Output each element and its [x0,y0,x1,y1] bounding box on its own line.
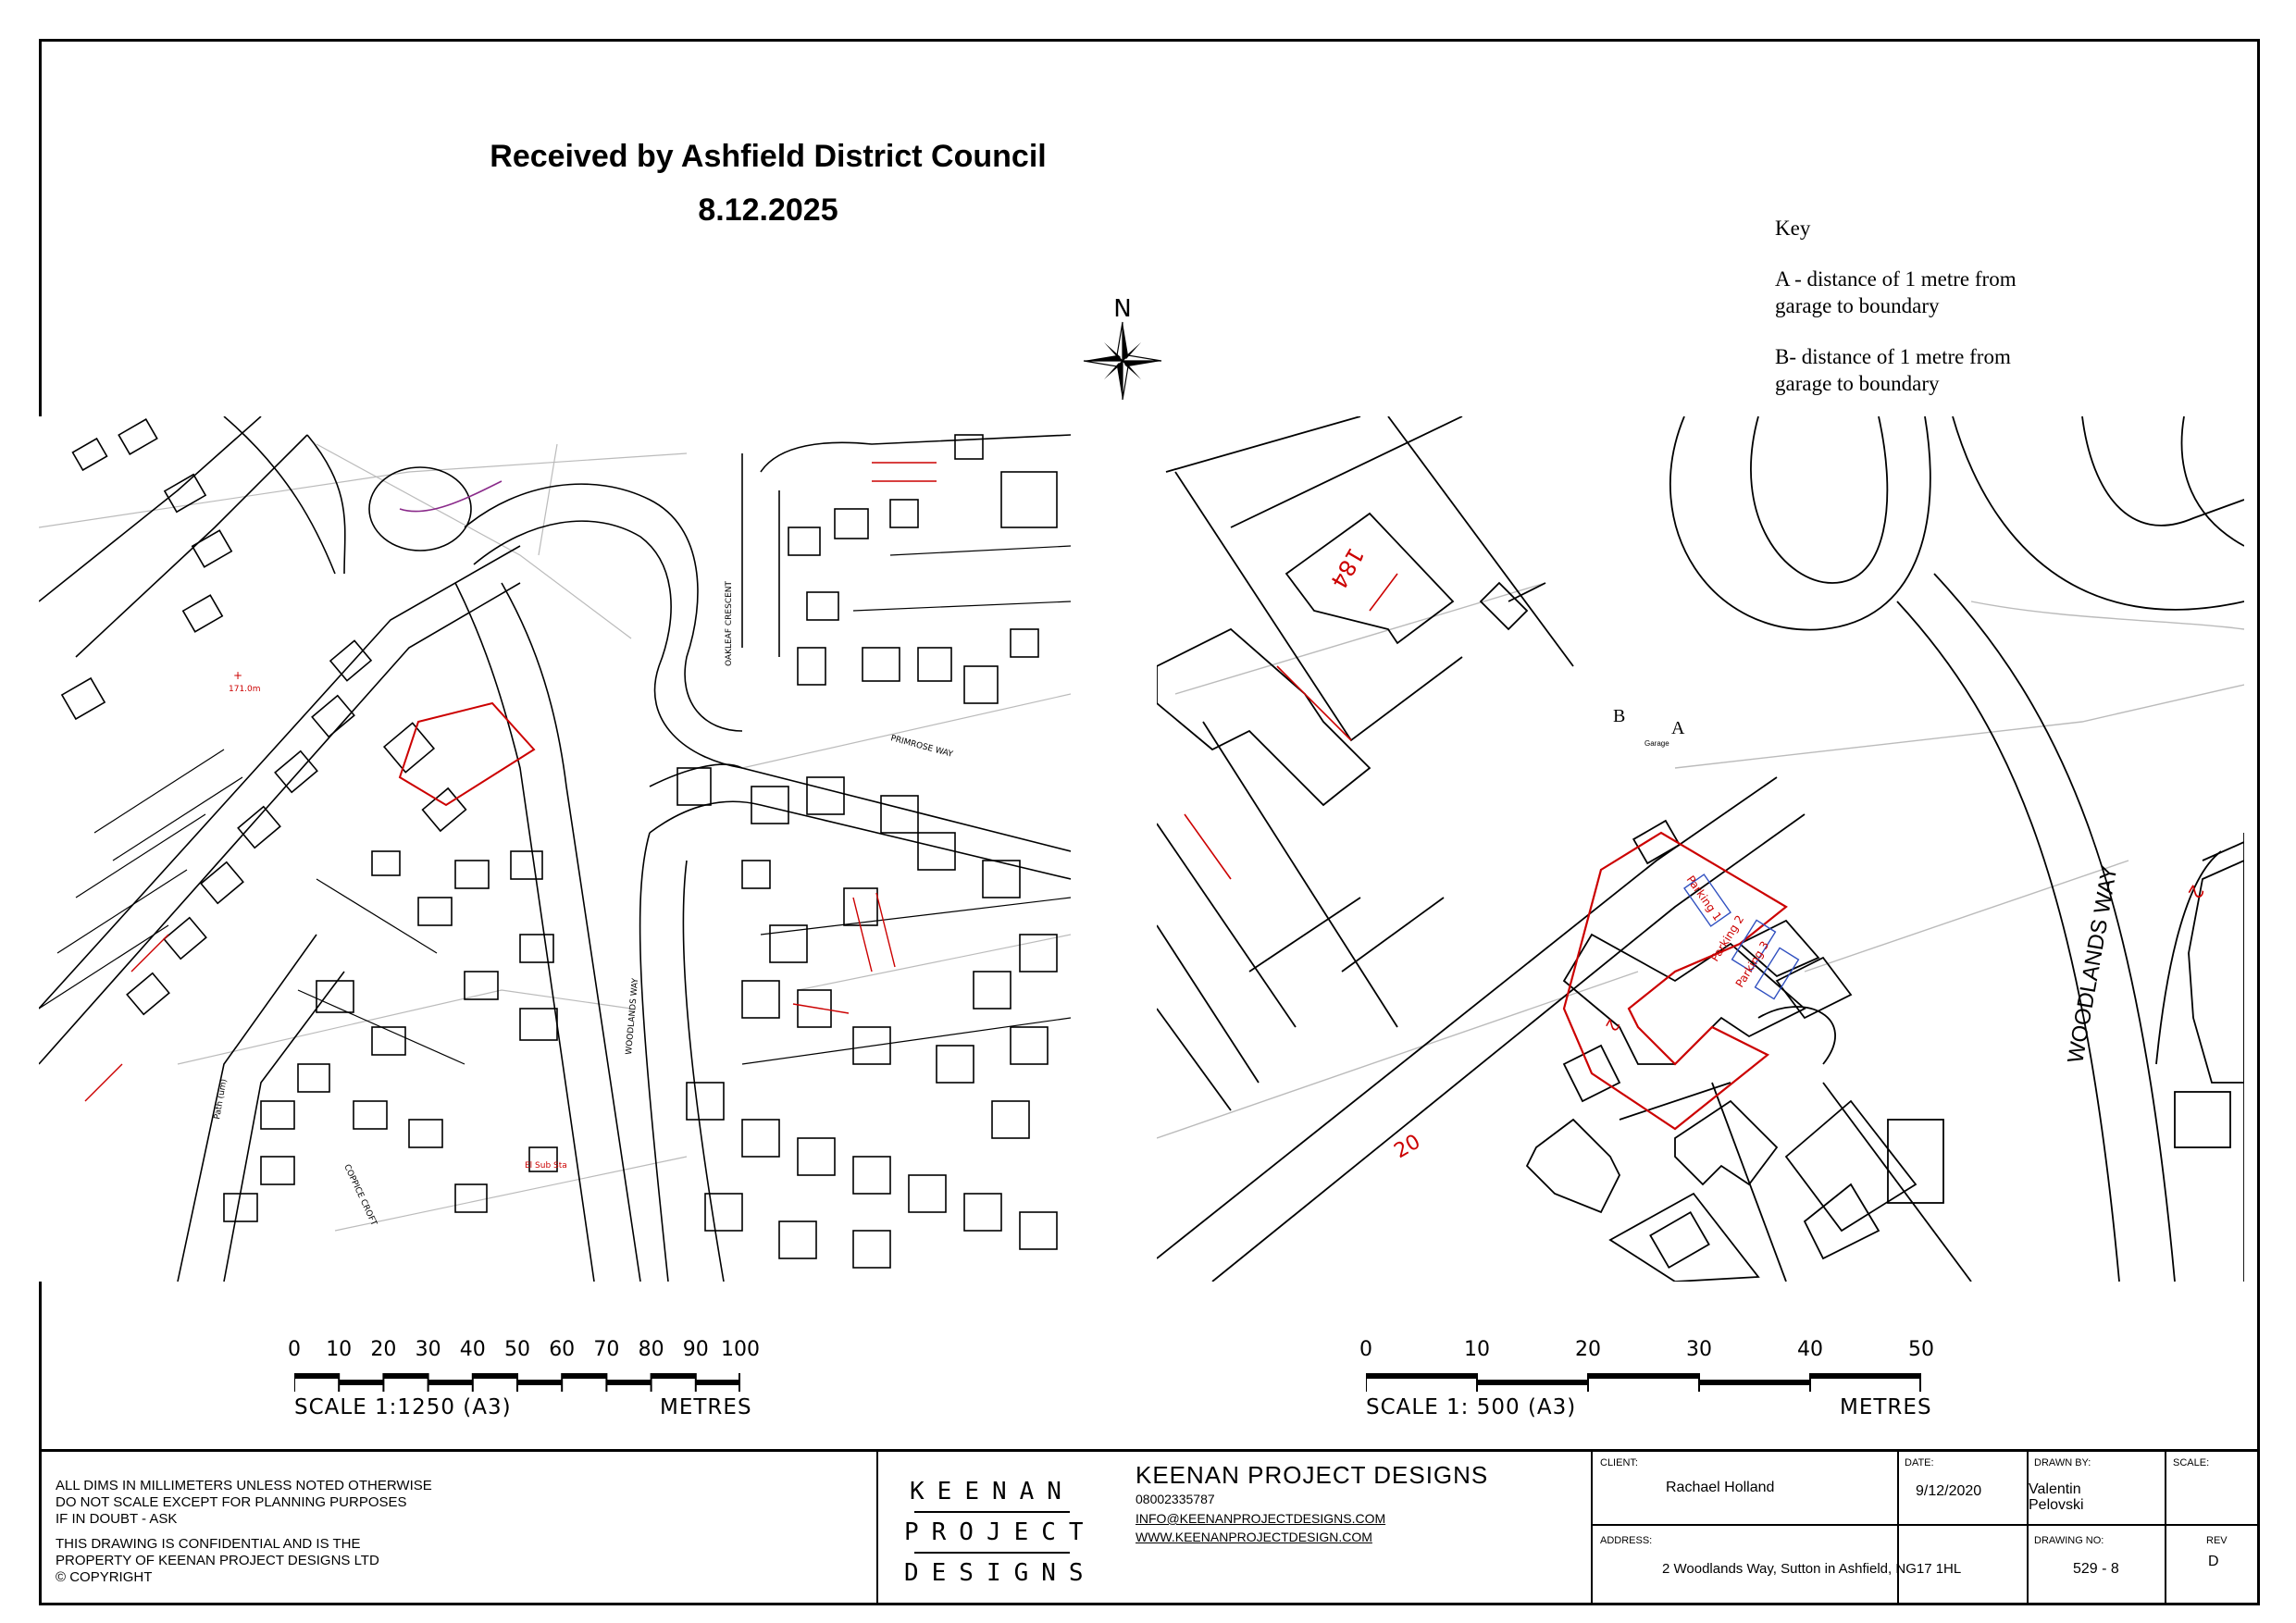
house-number-2-site: 2 [1600,1015,1623,1035]
house-number-184: 184 [1324,543,1370,593]
scale-tick-label: 70 [593,1338,620,1361]
scale-bar-500 [1359,1338,1940,1419]
garage-label: Garage [1644,739,1669,748]
scale-segment [1366,1373,1477,1379]
location-map-1250 [39,416,1071,1282]
scale-caption-1250: SCALE 1:1250 (A3) [294,1395,512,1419]
company-name: KEENAN PROJECT DESIGNS [1136,1461,1489,1489]
street-primrose-way: PRIMROSE WAY [889,734,954,760]
drawing-number: 529 - 8 [2073,1561,2119,1577]
received-stamp-title: Received by Ashfield District Council [490,139,1047,174]
north-arrow-icon [1081,294,1164,419]
scale-units-500: METRES [1840,1395,1932,1419]
scale-tick-label: 40 [459,1338,486,1361]
title-block [39,1449,2260,1605]
scale-segment [606,1380,651,1385]
street-oakleaf-crescent: OAKLEAF CRESCENT [725,580,734,666]
house-number-2-east: 2 [2183,881,2209,903]
scale-tick-label: 50 [504,1338,530,1361]
company-logo: KEENAN PROJECT DESIGNS [904,1478,1097,1587]
revision: D [2208,1554,2219,1569]
scale-segment [294,1373,339,1379]
svg-text:+: + [233,669,243,682]
scale-segment [473,1373,517,1379]
scale-segment [1810,1373,1921,1379]
scale-segment [339,1380,383,1385]
scale-segment [383,1373,428,1379]
spot-height-label: 171.0m [229,685,261,694]
street-coppice-croft: COPPICE CROFT [341,1163,379,1228]
scale-tick-label: 90 [682,1338,709,1361]
scale-tick-label: 80 [638,1338,664,1361]
client-label: CLIENT: [1600,1457,1638,1468]
address-label: ADDRESS: [1600,1535,1653,1546]
rev-label: REV [2206,1535,2228,1546]
scale-segment [1477,1380,1588,1385]
date-label: DATE: [1905,1457,1934,1468]
parking-2-label: Parking 2 [1707,912,1747,964]
substation-label: El Sub Sta [525,1161,567,1171]
north-label: N [1113,295,1132,323]
marker-b: B [1613,706,1626,726]
scale-tick-label: 0 [1359,1338,1372,1361]
company-email[interactable]: INFO@KEENANPROJECTDESIGNS.COM [1136,1511,1386,1526]
key-legend [1775,215,2071,421]
scale-tick-label: 100 [721,1338,760,1361]
key-title: Key [1775,217,1811,240]
scale-tick-label: 0 [288,1338,301,1361]
house-number-20: 20 [1390,1130,1425,1164]
scale-segment [562,1373,606,1379]
drawing-date: 9/12/2020 [1916,1483,1982,1499]
scale-tick-label: 20 [370,1338,397,1361]
drawing-no-label: DRAWING NO: [2034,1535,2104,1546]
scale-segment [696,1380,740,1385]
scale-caption-500: SCALE 1: 500 (A3) [1366,1395,1577,1419]
scale-tick-label: 20 [1575,1338,1601,1361]
company-phone: 08002335787 [1136,1492,1215,1506]
scale-tick-label: 60 [549,1338,576,1361]
scale-segment [1699,1380,1810,1385]
scale-tick-label: 40 [1797,1338,1823,1361]
scale-tick-label: 10 [326,1338,353,1361]
street-woodlands-way-right: WOODLANDS WAY [2063,863,2123,1066]
notes-dimensions: ALL DIMS IN MILLIMETERS UNLESS NOTED OTHERWISE DO NOT SCALE EXCEPT FOR PLANNING PURPOSES IF IN DOUBT - ASK [56,1478,432,1527]
scale-segment [517,1380,562,1385]
drawn-by-label: DRAWN BY: [2034,1457,2091,1468]
site-address: 2 Woodlands Way, Sutton in Ashfield, NG17 1HL [1662,1561,1962,1577]
received-stamp-date: 8.12.2025 [698,192,838,228]
client-name: Rachael Holland [1666,1480,1775,1495]
scale-bar-1250 [288,1338,760,1419]
drawn-by: Valentin Pelovski [2029,1481,2084,1513]
path-label: Path (um) [213,1078,230,1121]
scale-tick-label: 10 [1464,1338,1490,1361]
scale-segment [1588,1373,1699,1379]
site-plan-500 [1157,416,2244,1282]
scale-tick-label: 30 [1686,1338,1712,1361]
parking-3-label: Parking 3 [1732,938,1772,990]
scale-label: SCALE: [2173,1457,2210,1468]
scale-units-1250: METRES [660,1395,752,1419]
scale-segment [428,1380,473,1385]
key-item-b: B- distance of 1 metre from garage to boundary [1775,345,2011,395]
scale-tick-label: 50 [1908,1338,1934,1361]
street-woodlands-way: WOODLANDS WAY [625,977,641,1056]
scale-tick-label: 30 [415,1338,441,1361]
key-item-a: A - distance of 1 metre from garage to boundary [1775,267,2017,317]
parking-1-label: Parking 1 [1683,873,1725,923]
notes-confidential: THIS DRAWING IS CONFIDENTIAL AND IS THE PROPERTY OF KEENAN PROJECT DESIGNS LTD © COPYRIGHT [56,1536,379,1585]
scale-segment [652,1373,696,1379]
company-website[interactable]: WWW.KEENANPROJECTDESIGN.COM [1136,1530,1372,1544]
marker-a: A [1671,718,1685,738]
